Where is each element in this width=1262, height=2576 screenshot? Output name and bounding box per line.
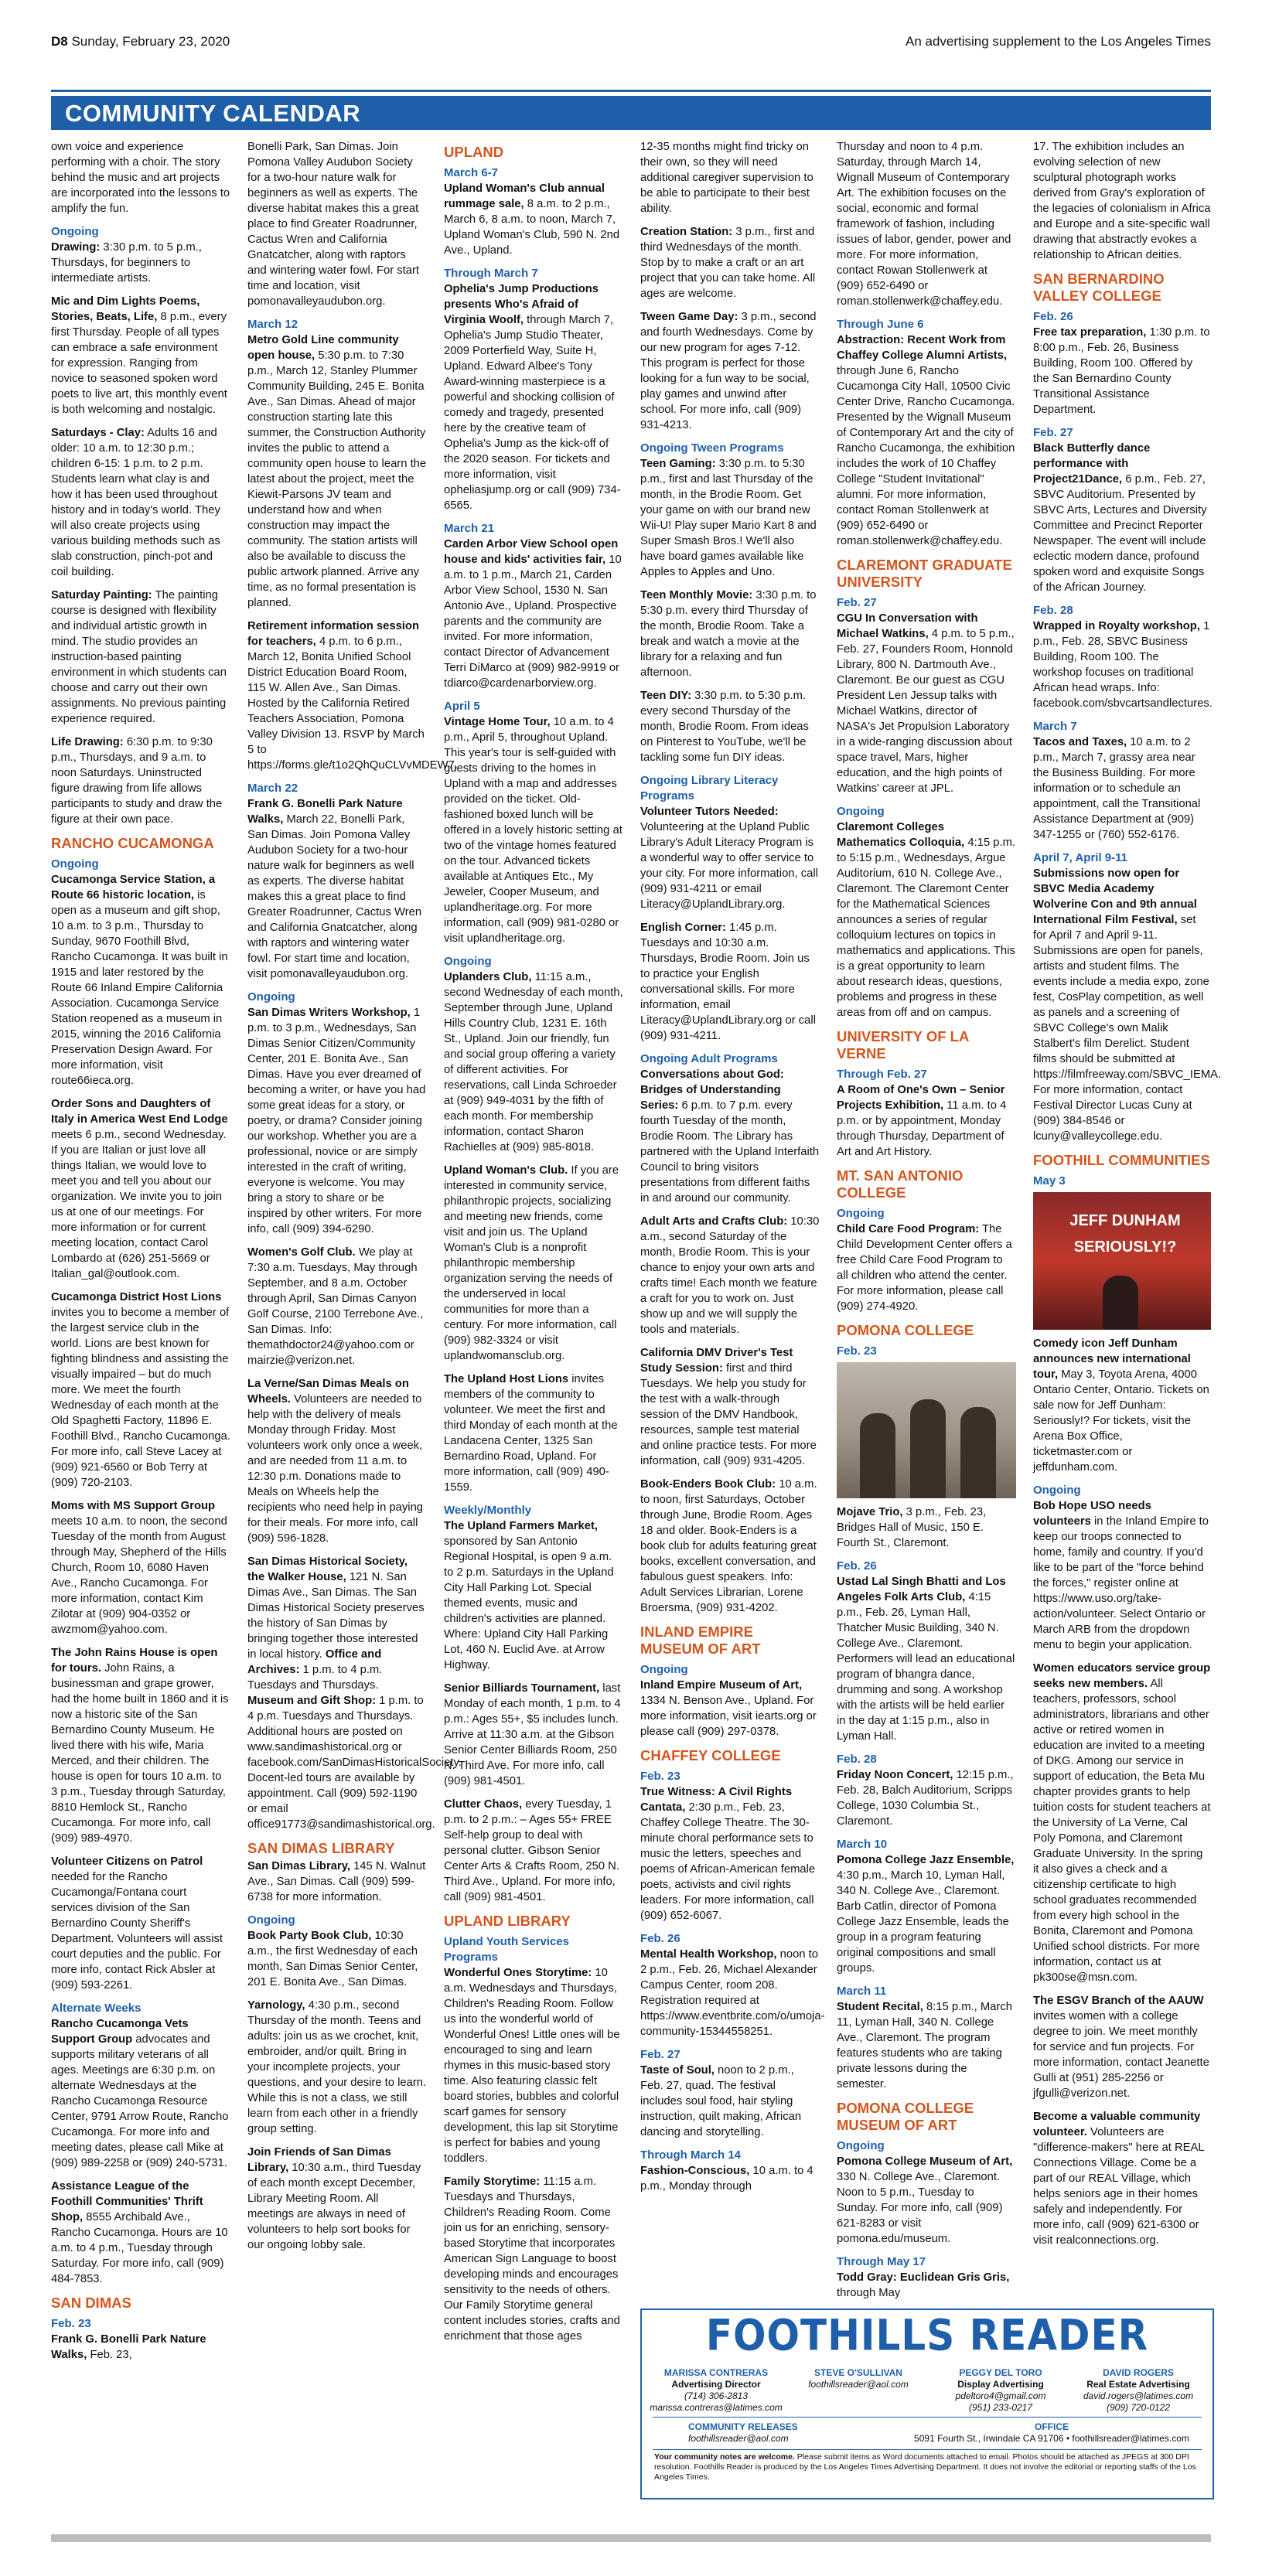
- page-header: [51, 31, 1211, 54]
- divider: [653, 2417, 1202, 2418]
- listing-item: Upland Woman's Club annual rummage sale, 8 a.m. to 2 p.m., March 6, 8 a.m. to noon, March 7, Upland Woman's Club, 590 N. 2nd Ave., Upland.: [444, 182, 620, 257]
- subhead: Upland Youth Services Programs: [444, 1935, 569, 1964]
- listing-item: Uplanders Club, 11:15 a.m., second Wednesday of each month, September through June, Upland Hills Country Club, 1231 E. 16th St., Upland. Join our friendly, fun and social group offering a variety of different activities. For reservations, call Linda Schroeder at (909) 949-4031 by the fifth of each month. For membership information, contact Sharon Rachielles at (909) 985-8018.: [444, 971, 623, 1153]
- photo-figure: [960, 1407, 996, 1498]
- listing-item: Creation Station: 3 p.m., first and third Wednesdays of the month. Stop by to make a craft or an art project that you can take home. All ages are welcome.: [640, 226, 816, 300]
- subhead: May 3: [1033, 1174, 1066, 1187]
- subhead: Ongoing: [837, 805, 885, 818]
- listing-item: Cucamonga District Host Lions invites you to become a member of the largest service club in the world. Lions are best known for fighting blindness and assisting the visually impaired – but do much more. We meet the fourth Wednesday of each month at the Old Spaghetti Factory, 11896 E. Foothill Blvd., Rancho Cucamonga. For more info, call Steve Lacey at (909) 921-6560 or Bob Terry at (909) 720-2103.: [51, 1291, 230, 1489]
- listing-item: Conversations about God: Bridges of Understanding Series: 6 p.m. to 7 p.m. every fourth Tuesday of the month, Brodie Room. The Library has partnered with the Upland Interfaith Council to bring visitors presentations from different faiths in and around our community.: [640, 1068, 820, 1205]
- listing-item: Wonderful Ones Storytime: 10 a.m. Wednesdays and Thursdays, Children's Reading Room. Follow us into the wonderful world of Wonderful Ones! Little ones will be encouraged to sing and learn rhymes in this music-based story time. Also featuring classic felt board stories, bubbles and colorful scarf games for sensory development, this lap sit Storytime is perfect for babies and young toddlers.: [444, 1967, 620, 2165]
- listing-item: Teen Gaming: 3:30 p.m. to 5:30 p.m., first and last Thursday of the month, in the Brodie Room. Get your game on with our brand new Wii-U! Play super Mario Kart 8 and Super Smash Bros.! We'll also have board games available like Apples to Apples and Uno.: [640, 458, 817, 578]
- bottom-rule: [51, 2534, 1211, 2542]
- subhead: Feb. 26: [640, 1932, 680, 1945]
- listing-item: The John Rains House is open for tours. John Rains, a businessman and grape grower, had the home built in 1860 and it is now a historic site of the San Bernardino County Museum. He lived there with his wife, Maria Merced, and their children. The house is open for tours 10 a.m. to 3 p.m., Tuesday through Saturday, 8810 Hemlock St., Rancho Cucamonga. For more info, call (909) 989-4970.: [51, 1647, 229, 1845]
- subhead: Ongoing Adult Programs: [640, 1052, 778, 1065]
- listing-item: Ustad Lal Singh Bhatti and Los Angeles Folk Arts Club, 4:15 p.m., Feb. 26, Lyman Hall, Thatcher Music Building, 340 N. College Ave., Claremont. Performers will lead an educational program of bhangra dance, drumming and song. A workshop with the artists will be held earlier in the day at 1:15 p.m., also in Lyman Hall.: [837, 1576, 1015, 1743]
- subhead: Feb. 28: [837, 1753, 877, 1766]
- listing-item: Book Party Book Club, 10:30 a.m., the first Wednesday of each month, San Dimas Senior Center, 201 E. Bonita Ave., San Dimas.: [247, 1930, 418, 1988]
- subhead: March 11: [837, 1985, 887, 1998]
- subhead: Through March 7: [444, 267, 538, 280]
- listing-text: own voice and experience performing with a choir. The story behind the music and art projects are incorporated into the lessons to amplify the fun.: [51, 141, 230, 215]
- column-4: [640, 139, 825, 2202]
- listing-item: Rancho Cucamonga Vets Support Group advocates and supports military veterans of all ages. Meetings are 6:30 p.m. on alternate Wednesdays at the Rancho Cucamonga Resource Center, 9791 Arrow Route, Rancho Cucamonga. For more info and meeting dates, please call Mike at (909) 989-2258 or (909) 240-5731.: [51, 2018, 229, 2169]
- listing-item: Vintage Home Tour, 10 a.m. to 4 p.m., April 5, throughout Upland. This year's tour is self-guided with guests driving to the homes in Upland with a map and addresses provided on the ticket. Old-fashioned boxed lunch will be offered in a lovely historic setting at two of the vintage homes featured on the tour. Advanced tickets available at Antiques Etc., My Jeweler, Cooper Museum, and uplandheritage.org. For more information, call (909) 981-0280 or visit uplandheritage.org.: [444, 716, 622, 945]
- listing-item: Pomona College Jazz Ensemble, 4:30 p.m., March 10, Lyman Hall, 340 N. College Ave., Claremont. Barb Catlin, director of Pomona College Jazz Ensemble, leads the group in a program featuring original compositions and small groups.: [837, 1854, 1015, 1975]
- listing-item: Comedy icon Jeff Dunham announces new international tour, May 3, Toyota Arena, 4000 Ontario Center, Ontario. Tickets on sale now for Jeff Dunham: Seriously!? For tickets, visit the Arena Box Office, ticketmaster.com or jeffdunham.com.: [1033, 1337, 1209, 1474]
- listing-item: Mojave Trio, 3 p.m., Feb. 23, Bridges Hall of Music, 150 E. Fourth St., Claremont.: [837, 1506, 987, 1549]
- subhead: March 21: [444, 522, 495, 535]
- subhead: Through Feb. 27: [837, 1068, 927, 1081]
- listing-item: California DMV Driver's Test Study Session: first and third Tuesdays. We help you study for the test with a walk-through session of the DMV Handbook, resources, sample test material and online practice tests. For more information, call (909) 931-4205.: [640, 1347, 817, 1467]
- listing-item: Tacos and Taxes, 10 a.m. to 2 p.m., March 7, grassy area near the Business Building. For more information or to schedule an appointment, call the Transitional Assistance Department at (909) 347-1255 or (760) 552-6176.: [1033, 736, 1201, 841]
- subhead: April 5: [444, 700, 480, 713]
- listing-item: San Dimas Writers Workshop, 1 p.m. to 3 p.m., Wednesdays, San Dimas Senior Citizen/Community Center, 201 E. Bonita Ave., San Dimas. Have you ever dreamed of becoming a writer, or have you had some great ideas for a story, or poetry, or drama? Consider joining our workshop. Whether you are a professional, novice or are simply interested in the craft of writing, everyone is welcome. You may bring a story to share or be inspired by other writers. For more info, call (909) 394-6290.: [247, 1007, 426, 1235]
- subhead: Feb. 28: [1033, 604, 1073, 617]
- photo-logo: JEFF DUNHAM SERIOUSLY!?: [1069, 1212, 1181, 1256]
- listing-item: CGU In Conversation with Michael Watkins, 4 p.m. to 5 p.m., Feb. 27, Founders Room, Honnold Library, 800 N. Dartmouth Ave., Claremont. Be our guest as CGU President Len Jessup talks with Michael Watkins, director of NASA's Jet Propulsion Laboratory in a wide-ranging discussion about space travel, Mars, higher education, and the high points of Watkins' career at JPL.: [837, 612, 1015, 795]
- reader-title: FOOTHILLS READER: [705, 2311, 1149, 2360]
- listing-item: Saturdays - Clay: Adults 16 and older: 10 a.m. to 12:30 p.m.; children 6-15: 1 p.m. to 2 p.m. Students learn what clay is and how it has been used throughout history and in today's world. They will also create projects using various building methods such as slab construction, pinch-pot and coil building.: [51, 427, 220, 578]
- subhead: Feb. 23: [640, 1770, 680, 1783]
- subhead: Ongoing: [247, 1913, 295, 1927]
- listing-item: A Room of One's Own – Senior Projects Exhibition, 11 a.m. to 4 p.m. or by appointment, Monday through Thursday, Department of Art and Art History.: [837, 1084, 1007, 1158]
- listing-item: La Verne/San Dimas Meals on Wheels. Volunteers are needed to help with the delivery of meals Monday through Friday. Most volunteers work only once a week, and are needed from 11 a.m. to 12:30 p.m. Donations made to Meals on Wheels help the recipients who need help in paying for their meals. For more info, call (909) 596-1828.: [247, 1378, 424, 1545]
- supplement-line: An advertising supplement to the Los Angeles Times: [905, 34, 1211, 49]
- section-heading: CLAREMONT GRADUATE UNIVERSITY: [837, 557, 1012, 590]
- section-heading: SAN DIMAS LIBRARY: [247, 1840, 395, 1856]
- subhead: Feb. 27: [837, 596, 877, 609]
- subhead: Feb. 23: [837, 1344, 877, 1358]
- listing-item: Pomona College Museum of Art, 330 N. College Ave., Claremont. Noon to 5 p.m., Tuesday to Sunday. For more info, call (909) 621-8283 or visit pomona.edu/museum.: [837, 2155, 1013, 2245]
- listing-item: Frank G. Bonelli Park Nature Walks, Feb. 23,: [51, 2333, 206, 2361]
- subhead: March 10: [837, 1838, 888, 1851]
- jeff-dunham-photo: [1033, 1192, 1211, 1330]
- subhead: Ongoing: [51, 857, 99, 871]
- subhead: Through March 14: [640, 2148, 742, 2162]
- listing-item: Inland Empire Museum of Art, 1334 N. Benson Ave., Upland. For more information, visit iearts.org or please call (909) 297-0378.: [640, 1679, 817, 1738]
- listing-item: The ESGV Branch of the AAUW invites women with a college degree to join. We meet monthly for service and fun projects. For more information, contact Jeanette Gulli at (951) 285-2256 or jfgulli@verizon.net.: [1033, 1995, 1209, 2100]
- subhead: April 7, April 9-11: [1033, 851, 1127, 864]
- subhead: Feb. 23: [51, 2317, 91, 2330]
- listing-item: Yarnology, 4:30 p.m., second Thursday of the month. Teens and adults: join us as we crochet, knit, embroider, and/or quilt. Bring in your incomplete projects, your questions, and your desire to learn. While this is not a class, we still learn from each other in a friendly group setting.: [247, 1999, 427, 2135]
- listing-item: Cucamonga Service Station, a Route 66 historic location, is open as a museum and gift shop, 10 a.m. to 3 p.m., Thursday to Sunday, 9670 Foothill Blvd, Rancho Cucamonga. It was built in 1915 and later restored by the Route 66 Inland Empire California Association. Cucamonga Service Station reopened as a museum in 2015, winning the 2016 California Preservation Design Award. For more information, visit route66ieca.org.: [51, 874, 228, 1087]
- listing-item: Upland Woman's Club. If you are interested in community service, philanthropic projects, socializing and meeting new friends, come visit and join us. The Upland Woman's Club is a nonprofit philanthropic membership organization serving the needs of the underserved in local communities for more than a century. For more information, call (909) 982-3324 or visit uplandwomansclub.org.: [444, 1164, 619, 1362]
- listing-item: The Upland Host Lions invites members of the community to volunteer. We meet the first and third Monday of each month at the Landacena Center, 1325 San Bernardino Road, Upland. For more information, call (909) 490-1559.: [444, 1373, 618, 1494]
- listing-item: Carden Arbor View School open house and kids' activities fair, 10 a.m. to 1 p.m., March 21, Carden Arbor View School, 1530 N. San Antonio Ave., Upland. Prospective parents and the community are invited. For more information, contact Director of Advancement Terri DiMarco at (909) 982-9919 or tdiarco@cardenarborview.org.: [444, 538, 622, 690]
- subhead: March 22: [247, 782, 298, 795]
- listing-item: Adult Arts and Crafts Club: 10:30 a.m., second Saturday of the month, Brodie Room. This is your chance to enjoy your own arts and crafts time! Each month we feature a craft for you to work on. Just show up and we will supply the tools and materials.: [640, 1215, 820, 1336]
- subhead: Feb. 27: [640, 2048, 680, 2061]
- listing-item: Black Butterfly dance performance with Project21Dance, 6 p.m., Feb. 27, SBVC Auditorium. Presented by SBVC Arts, Lectures and Diversity Committee and Precinct Reporter Newspaper. The event will include eclectic modern dance, profound spoken word and exquisite Songs of the African Journey.: [1033, 442, 1207, 594]
- listing-item: English Corner: 1:45 p.m. Tuesdays and 10:30 a.m. Thursdays, Brodie Room. Join us to practice your English conversational skills. For more information, email Literacy@UplandLibrary.org or call (909) 931-4211.: [640, 922, 816, 1042]
- page-info: [51, 34, 230, 49]
- listing-item: Mic and Dim Lights Poems, Stories, Beats, Life, 8 p.m., every first Thursday. People of all types can embrace a safe environment for expression. Ranging from novice to seasoned spoken word poets to live art, this monthly event is both welcoming and nostalgic.: [51, 295, 227, 416]
- subhead: Ongoing: [640, 1663, 688, 1676]
- section-heading: POMONA COLLEGE: [837, 1322, 974, 1338]
- contact-advertising-director: MARISSA CONTRERAS Advertising Director (714) 306-2813 marissa.contreras@latimes.com: [650, 2367, 783, 2413]
- banner-rule: [51, 90, 1211, 92]
- listing-item: Book-Enders Book Club: 10 a.m. to noon, first Saturdays, October through June, Brodie Room. Ages 18 and older. Book-Enders is a book club for adults featuring great books, excellent conversation, and fabulous guest speakers. Info: Adult Services Librarian, Lorene Broersma, (909) 931-4202.: [640, 1478, 817, 1614]
- page-date: Sunday, February 23, 2020: [71, 34, 230, 49]
- listing-item: Mental Health Workshop, noon to 2 p.m., Feb. 26, Michael Alexander Campus Center, room 208. Registration required at https://www.eventbrite.com/o/umoja-community-15344558251.: [640, 1948, 825, 2038]
- subhead: Ongoing: [247, 990, 295, 1003]
- listing-item: Women educators service group seeks new members. All teachers, professors, school administrators, librarians and other active or retired women in education are invited to a meeting of DKG. Among our service in support of education, the Beta Mu chapter provides grants to help tuition costs for student teachers at the University of La Verne, Cal Poly Pomona, and Claremont Graduate University. In the spring it also gives a check and a citizenship certificate to high school graduates recommended from every high school in the Bonita, Claremont and Pomona Unified school districts. For more information, contact us at pk300se@msn.com.: [1033, 1662, 1211, 1984]
- listing-item: Retirement information session for teachers, 4 p.m. to 6 p.m., March 12, Bonita Unified School District Education Board Room, 115 W. Allen Ave., San Dimas. Hosted by the California Retired Teachers Association, Pomona Valley Division 13. RSVP by March 5 to https://forms.gle/t1o2QhQuCLVvMDEW7.: [247, 620, 458, 772]
- section-heading: INLAND EMPIRE MUSEUM OF ART: [640, 1624, 761, 1657]
- listing-item: Tween Game Day: 3 p.m., second and fourth Wednesdays. Come by our new program for ages 7-12. This program is perfect for those looking for a fun way to be social, play games and unwind after school. For more info, call (909) 931-4213.: [640, 311, 817, 431]
- listing-item: Bob Hope USO needs volunteers in the Inland Empire to keep our troops connected to home, family and country. If you'd like to be part of the "force behind the forces," register online at https://www.uso.org/take-action/volunteer. Select Ontario or March ARB from the dropdown menu to begin your application.: [1033, 1500, 1209, 1651]
- column-5: [837, 139, 1016, 2309]
- listing-item: Women's Golf Club. We play at 7:30 a.m. Tuesdays, May through September, and 8 a.m. October through April, San Dimas Canyon Golf Course, 2100 Terrebone Ave., San Dimas. Info: themathdoctor24@yahoo.com or mairzie@verizon.net.: [247, 1246, 424, 1367]
- listing-text: Bonelli Park, San Dimas. Join Pomona Valley Audubon Society for a two-hour nature walk for beginners as well as experts. The diverse habitat makes this a great place to find Greater Roadrunner, Cactus Wren and California Gnatcatcher, along with raptors and wintering water fowl. For start time and location, visit pomonavalleyaudubon.org.: [247, 141, 420, 308]
- section-banner: [51, 96, 1211, 130]
- subhead: Feb. 26: [837, 1559, 877, 1573]
- listing-item: Assistance League of the Foothill Communities' Thrift Shop, 8555 Archibald Ave., Rancho Cucamonga. Hours are 10 a.m. to 4 p.m., Tuesday through Saturday. For more info, call (909) 484-7853.: [51, 2180, 228, 2285]
- listing-item: Saturday Painting: The painting course is designed with flexibility and individual artistic growth in mind. The studio provides an instruction-based painting environment in which students can choose and carry out their own assignments. No previous painting experience required.: [51, 589, 227, 725]
- subhead: Ongoing: [1033, 1484, 1081, 1497]
- section-heading: SAN BERNARDINO VALLEY COLLEGE: [1033, 271, 1165, 304]
- listing-item: Senior Billiards Tournament, last Monday of each month, 1 p.m. to 4 p.m.: Ages 55+, $5 includes lunch. Arrive at 11:30 a.m. at the Gibson Senior Center Billiards Room, 250 N. Third Ave. For more info, call (909) 981-4501.: [444, 1682, 621, 1787]
- photo-figure: [910, 1399, 946, 1498]
- subhead: Ongoing Library Literacy Programs: [640, 774, 779, 802]
- section-heading: UNIVERSITY OF LA VERNE: [837, 1028, 969, 1061]
- listing-item: Join Friends of San Dimas Library, 10:30 a.m., third Tuesday of each month except December, Library Meeting Room. All meetings are always in need of volunteers to help sort books for our ongoing lobby sale.: [247, 2146, 421, 2251]
- divider: [653, 2449, 1202, 2450]
- mojave-trio-photo: [837, 1362, 1016, 1498]
- subhead: Ongoing: [837, 2139, 885, 2152]
- listing-item: Teen Monthly Movie: 3:30 p.m. to 5:30 p.m. every third Thursday of the month, Brodie Room. Take a break and watch a movie at the library for a relaxing and fun afternoon.: [640, 589, 817, 679]
- listing-item: San Dimas Library, 145 N. Walnut Ave., San Dimas. Call (909) 599-6738 for more information.: [247, 1860, 426, 1903]
- subhead: Ongoing: [51, 225, 99, 238]
- listing-text: 12-35 months might find tricky on their own, so they will need additional caregiver supervision to be able to participate to their best ability.: [640, 141, 813, 215]
- listing-item: San Dimas Historical Society, the Walker House, 121 N. San Dimas Ave., San Dimas. The San Dimas Historical Society preserves the history of San Dimas by bringing together those interested in local history. Office and Archives: 1 p.m. to 4 p.m. Tuesdays and Thursdays. Museum and Gift Shop: 1 p.m. to 4 p.m. Tuesdays and Thursdays. Additional hours are posted on www.sandimashistorical.org or facebook.com/SanDimasHistoricalSociety. Docent-led tours are available by appointment. Call (909) 592-1190 or email office91773@sandimashistorical.org.: [247, 1555, 462, 1831]
- subhead: March 6-7: [444, 166, 499, 179]
- listing-item: Volunteer Tutors Needed: Volunteering at the Upland Public Library's Adult Literacy Program is a wonderful way to offer service to your city. For more information, call (909) 931-4211 or email Literacy@UplandLibrary.org.: [640, 806, 818, 911]
- listing-item: The Upland Farmers Market, sponsored by San Antonio Regional Hospital, is open 9 a.m. to 2 p.m. Saturdays in the Upland City Hall Parking Lot. Special themed events, music and children's activities are planned. Where: Upland City Hall Parking Lot, 460 N. Euclid Ave. at Arrow Highway.: [444, 1520, 614, 1671]
- listing-item: Volunteer Citizens on Patrol needed for the Rancho Cucamonga/Fontana court services division of the San Bernardino County Sheriff's Department. Volunteers will assist court deputies and the public. For more info, contact Rick Absler at (909) 593-2261.: [51, 1855, 223, 1992]
- section-heading: MT. SAN ANTONIO COLLEGE: [837, 1167, 964, 1201]
- listing-item: Frank G. Bonelli Park Nature Walks, March 22, Bonelli Park, San Dimas. Join Pomona Valley Audubon Society for a two-hour nature walk for beginners as well as experts. The diverse habitat makes this a great place to find Greater Roadrunner, Cactus Wren and California Gnatcatcher, along with raptors and wintering water fowl. For start time and location, visit pomonavalleyaudubon.org.: [247, 798, 422, 980]
- listing-item: Taste of Soul, noon to 2 p.m., Feb. 27, quad. The festival includes soul food, hair styling instruction, quilt making, African dancing and storytelling.: [640, 2064, 802, 2138]
- section-heading: SAN DIMAS: [51, 2295, 131, 2311]
- column-1: [51, 139, 230, 2370]
- column-3: [444, 139, 623, 2352]
- listing-item: Family Storytime: 11:15 a.m. Tuesdays and Thursdays, Children's Reading Room. Come join us for an enriching, sensory-based Storytime that incorporates American Sign Language to boost developing minds and encourages sensitivity to the needs of others. Our Family Storytime general content includes stories, crafts and enrichment that those ages: [444, 2176, 620, 2343]
- subhead: Feb. 27: [1033, 426, 1073, 439]
- section-heading: UPLAND LIBRARY: [444, 1913, 571, 1929]
- listing-item: Drawing: 3:30 p.m. to 5 p.m., Thursdays, for beginners to intermediate artists.: [51, 241, 202, 285]
- listing-item: Become a valuable community volunteer. Volunteers are "difference-makers" here at REAL Connections Village. Come be a part of our REAL Village, which helps seniors age in their homes safely and independently. For more info, call (909) 621-6300 or visit realconnections.org.: [1033, 2111, 1205, 2247]
- listing-item: Metro Gold Line community open house, 5:30 p.m. to 7:30 p.m., March 12, Stanley Plummer Community Building, 245 E. Bonita Ave., San Dimas. Ahead of major construction starting late this summer, the Construction Authority invites the public to attend a community open house to learn the latest about the project, meet the Kiewit-Parsons JV team and understand how and when construction may impact the community. The station artists will also be available to discuss the public artwork planned. Arrive any time, as no formal presentation is planned.: [247, 334, 427, 609]
- section-heading: POMONA COLLEGE MUSEUM OF ART: [837, 2100, 974, 2133]
- page-number: D8: [51, 34, 68, 49]
- listing-item: True Witness: A Civil Rights Cantata, 2:30 p.m., Feb. 23, Chaffey College Theatre. The 30-minute choral performance sets to music the letters, speeches and poems of African-American female poets, activists and civil rights leaders. For more information, call (909) 652-6067.: [640, 1786, 816, 1922]
- photo-figure: [1103, 1276, 1138, 1330]
- listing-text: Thursday and noon to 4 p.m. Saturday, through March 14, Wignall Museum of Contemporary Art. The exhibition focuses on the social, economic and formal framework of fashion, including issues of labor, gender, power and more. For more information, contact Rowan Stollenwerk at (909) 652-6490 or roman.stollenwerk@chaffey.edu.: [837, 141, 1011, 308]
- contact-editor: STEVE O'SULLIVAN foothillsreader@aol.com: [808, 2367, 909, 2390]
- listing-item: Child Care Food Program: The Child Development Center offers a free Child Care Food Program to all children who attend the center. For more information, please call (909) 274-4920.: [837, 1223, 1012, 1313]
- subhead: Weekly/Monthly: [444, 1504, 532, 1517]
- listing-item: Wrapped in Royalty workshop, 1 p.m., Feb. 28, SBVC Business Building, Room 100. The workshop focuses on traditional African head wraps. Info: facebook.com/sbvcartsandlectures.: [1033, 620, 1213, 710]
- banner-title: COMMUNITY CALENDAR: [65, 100, 361, 127]
- listing-item: Life Drawing: 6:30 p.m. to 9:30 p.m., Thursdays, and 9 a.m. to noon Saturdays. Uninstructed figure drawing from life allows participants to study and draw the figure at their own pace.: [51, 736, 223, 826]
- subhead: Alternate Weeks: [51, 2002, 142, 2015]
- listing-item: Student Recital, 8:15 p.m., March 11, Lyman Hall, 340 N. College Ave., Claremont. The program features students who are taking private lessons during the semester.: [837, 2001, 1012, 2090]
- subhead: March 7: [1033, 720, 1077, 733]
- column-6: [1033, 139, 1222, 2256]
- subhead: Through June 6: [837, 318, 924, 331]
- listing-item: Claremont Colleges Mathematics Colloquia, 4:15 p.m. to 5:15 p.m., Wednesdays, Argue Auditorium, 610 N. College Ave., Claremont. The Claremont Center for the Mathematical Sciences announces a series of regular colloquium lectures on topics in mathematics and applications. This is a great opportunity to learn about research ideas, questions, problems and progress in these areas from off and on campus.: [837, 821, 1016, 1019]
- listing-item: Teen DIY: 3:30 p.m. to 5:30 p.m. every second Thursday of the month, Brodie Room. From ideas on Pinterest to YouTube, we'll be tackling some fun DIY ideas.: [640, 690, 809, 764]
- subhead: Through May 17: [837, 2255, 926, 2268]
- section-heading: UPLAND: [444, 144, 504, 160]
- submission-note: Your community notes are welcome. Please submit items as Word documents attached to email. Photos should be attached as JPEGS at 300 DPI resolution. Foothills Reader is produced by the Los Angeles Times Advertising Department. It does not involve the editorial or reporting staffs of the Los Angeles Times.: [654, 2452, 1196, 2482]
- listing-item: Todd Gray: Euclidean Gris Gris, through May: [837, 2271, 1010, 2299]
- contact-real-estate: DAVID ROGERS Real Estate Advertising david.rogers@latimes.com (909) 720-0122: [1083, 2367, 1194, 2413]
- listing-item: Submissions now open for SBVC Media Academy Wolverine Con and 9th annual International Film Festival, set for April 7 and April 9-11. Submissions are open for panels, artists and student films. The events include a media expo, zone fest, CosPlay competition, as well as panels and a screening of SBVC College's own Malik Stalbert's film Derelict. Student films should be submitted at https://filmfreeway.com/SBVC_IEMA. For more information, contact Festival Director Lucas Cuny at (909) 384-8546 or lcuny@valleycollege.edu.: [1033, 867, 1222, 1143]
- listing-item: Order Sons and Daughters of Italy in America West End Lodge meets 6 p.m., second Wednesday. If you are Italian or just love all things Italian, we would love to meet you and tell you about our organization. We invite you to join us at one of our meetings. For more information or for current meeting location, contact Carol Lombardo at (626) 251-5669 or Italian_gal@outlook.com.: [51, 1098, 228, 1280]
- office-info: OFFICE 5091 Fourth St., Irwindale CA 91706 • foothillsreader@latimes.com: [914, 2421, 1189, 2444]
- section-heading: RANCHO CUCAMONGA: [51, 835, 214, 851]
- contact-display-advertising: PEGGY DEL TORO Display Advertising pdeltoro4@gmail.com (951) 233-0217: [955, 2367, 1046, 2413]
- section-heading: FOOTHILL COMMUNITIES: [1033, 1152, 1210, 1168]
- subhead: Ongoing: [444, 955, 492, 968]
- listing-item: Fashion-Conscious, 10 a.m. to 4 p.m., Monday through: [640, 2165, 813, 2193]
- subhead: Ongoing: [837, 1207, 885, 1220]
- community-releases: COMMUNITY RELEASES foothillsreader@aol.com: [688, 2421, 798, 2444]
- subhead: March 12: [247, 318, 298, 331]
- section-heading: CHAFFEY COLLEGE: [640, 1747, 781, 1763]
- foothills-reader-box: [640, 2309, 1214, 2499]
- listing-item: Free tax preparation, 1:30 p.m. to 8:00 p.m., Feb. 26, Business Building, Room 100. Offered by the San Bernardino County Transitional Assistance Department.: [1033, 326, 1210, 416]
- subhead: Ongoing Tween Programs: [640, 441, 784, 455]
- listing-text: 17. The exhibition includes an evolving selection of new sculptural photograph works derived from Gray's exploration of the legacies of colonialism in Africa and Europe and a site-specific wall drawing that abstractly evokes a relationship to African deities.: [1033, 141, 1211, 261]
- listing-item: Ophelia's Jump Productions presents Who's Afraid of Virginia Woolf, through March 7, Ophelia's Jump Studio Theater, 2009 Porterfield Way, Suite H, Upland. Edward Albee's Tony Award-winning masterpiece is a powerful and shocking collision of comedy and tragedy, presented here by the creative team of Ophelia's Jump as the kick-off of the 2020 season. For tickets and more information, visit opheliasjump.org or call (909) 734-6565.: [444, 283, 621, 512]
- listing-item: Abstraction: Recent Work from Chaffey College Alumni Artists, through June 6, Rancho Cucamonga City Hall, 10500 Civic Center Drive, Rancho Cucamonga. Presented by the Wignall Museum of Contemporary Art and the city of Rancho Cucamonga, the exhibition includes the work of 10 Chaffey College "Student Invitational" alumni. For more information, contact Roman Stollenwerk at (909) 652-6490 or roman.stollenwerk@chaffey.edu.: [837, 334, 1015, 547]
- listing-item: Clutter Chaos, every Tuesday, 1 p.m. to 2 p.m.: – Ages 55+ FREE Self-help group to deal with personal clutter. Gibson Senior Center Arts & Crafts Room, 250 N. Third Ave., Upland. For more info, call (909) 981-4501.: [444, 1798, 619, 1903]
- photo-figure: [860, 1413, 895, 1498]
- listing-item: Friday Noon Concert, 12:15 p.m., Feb. 28, Balch Auditorium, Scripps College, 1030 Columbia St., Claremont.: [837, 1769, 1014, 1828]
- listing-item: Moms with MS Support Group meets 10 a.m. to noon, the second Tuesday of the month from August through May, Shepherd of the Hills Church, Room 10, 6080 Haven Ave., Rancho Cucamonga. For more information, contact Kim Zilotar at (909) 904-0352 or awzmom@yahoo.com.: [51, 1500, 227, 1636]
- subhead: Feb. 26: [1033, 310, 1073, 323]
